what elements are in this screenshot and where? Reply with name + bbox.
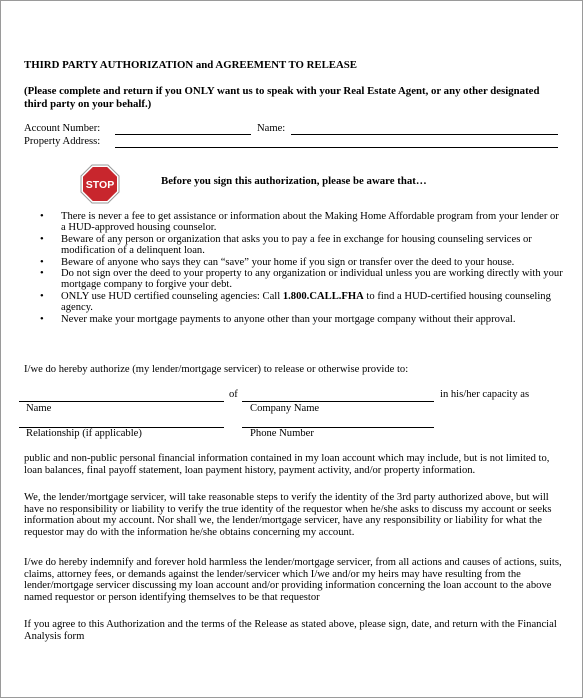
list-item: • There is never a fee to get assistance or information about the Making Home Affordable program from your lender or a HUD-approved housing counselor.	[40, 211, 559, 234]
company-name-field[interactable]	[242, 401, 434, 402]
list-item: • Never make your mortgage payments to anyone other than your mortgage company without their approval.	[40, 313, 516, 325]
bullet-icon: •	[40, 256, 44, 268]
authorize-text: I/we do hereby authorize (my lender/mortgage servicer) to release or otherwise provide to:	[24, 364, 409, 375]
account-number-label: Account Number:	[24, 123, 101, 134]
list-item: • Beware of anyone who says they can “save” your home if you sign or transfer over the deed to your house.	[40, 256, 515, 268]
hud-phone-number: 1.800.CALL.FHA	[282, 290, 364, 302]
stop-sign-text: STOP	[85, 179, 115, 191]
bullet-icon: •	[40, 313, 44, 325]
instructions: (Please complete and return if you ONLY want us to speak with your Real Estate Agent, or any other designated third party on your behalf.)	[24, 85, 540, 110]
indemnify-paragraph: I/we do hereby indemnify and forever hold harmless the lender/mortgage servicer, from all actions and causes of actions, suits, claims, attorney fees, or demands against the lender/servicer which I/we and/or my heirs may have resulting from the lender/mortgage servicer discussing my loan account and/or providing information concerning the loan account to the above named requestor or person identifying themselves to be that requestor	[24, 557, 562, 603]
bullet-icon: •	[40, 290, 44, 302]
stop-sign-icon	[80, 164, 120, 204]
aware-heading: Before you sign this authorization, please be aware that…	[161, 175, 427, 187]
property-address-label: Property Address:	[24, 136, 101, 147]
of-label: of	[229, 389, 238, 400]
name-field-label: Name	[26, 403, 52, 414]
company-name-label: Company Name	[250, 403, 320, 414]
warning-list	[24, 211, 564, 325]
servicer-liability-paragraph: We, the lender/mortgage servicer, will take reasonable steps to verify the identity of the 3rd party authorized above, but will have no responsibility or liability to verify the true identity of the requestor when he/she asks to discuss my account or seeks information about my account. Nor shall we, the lender/mortgage servicer, have any responsibility or liability for what the requestor may do with the information he/she obtains concerning my account.	[24, 492, 552, 538]
bullet-icon: •	[40, 211, 44, 222]
return-instructions-paragraph: If you agree to this Authorization and the terms of the Release as stated above, please sign, date, and return with the Financial Analysis form	[24, 619, 557, 642]
list-item: • Beware of any person or organization that asks you to pay a fee in exchange for housing counseling services or modification of a delinquent loan.	[40, 233, 532, 257]
name-label: Name:	[257, 123, 286, 134]
account-number-field[interactable]	[115, 134, 251, 135]
release-scope-paragraph: public and non-public personal financial information contained in my loan account which may include, but is not limited to, loan balances, final payoff statement, loan payment history, payment activity, and/or property information.	[24, 453, 550, 476]
property-address-field[interactable]	[115, 147, 558, 148]
name-field[interactable]	[291, 134, 558, 135]
document-title: THIRD PARTY AUTHORIZATION and AGREEMENT TO RELEASE	[24, 59, 358, 71]
third-party-name-field[interactable]	[19, 401, 224, 402]
bullet-icon: •	[40, 268, 44, 280]
capacity-label: in his/her capacity as	[440, 389, 530, 400]
bullet-icon: •	[40, 233, 44, 245]
list-item: • Do not sign over the deed to your property to any organization or individual unless you are working directly with your mortgage company to forgive your debt.	[40, 268, 563, 291]
phone-number-label: Phone Number	[250, 428, 314, 439]
relationship-label: Relationship (if applicable)	[26, 428, 142, 439]
list-item: • ONLY use HUD certified counseling agencies: Call 1.800.CALL.FHA to find a HUD-certified housing counseling agency.	[40, 290, 551, 314]
